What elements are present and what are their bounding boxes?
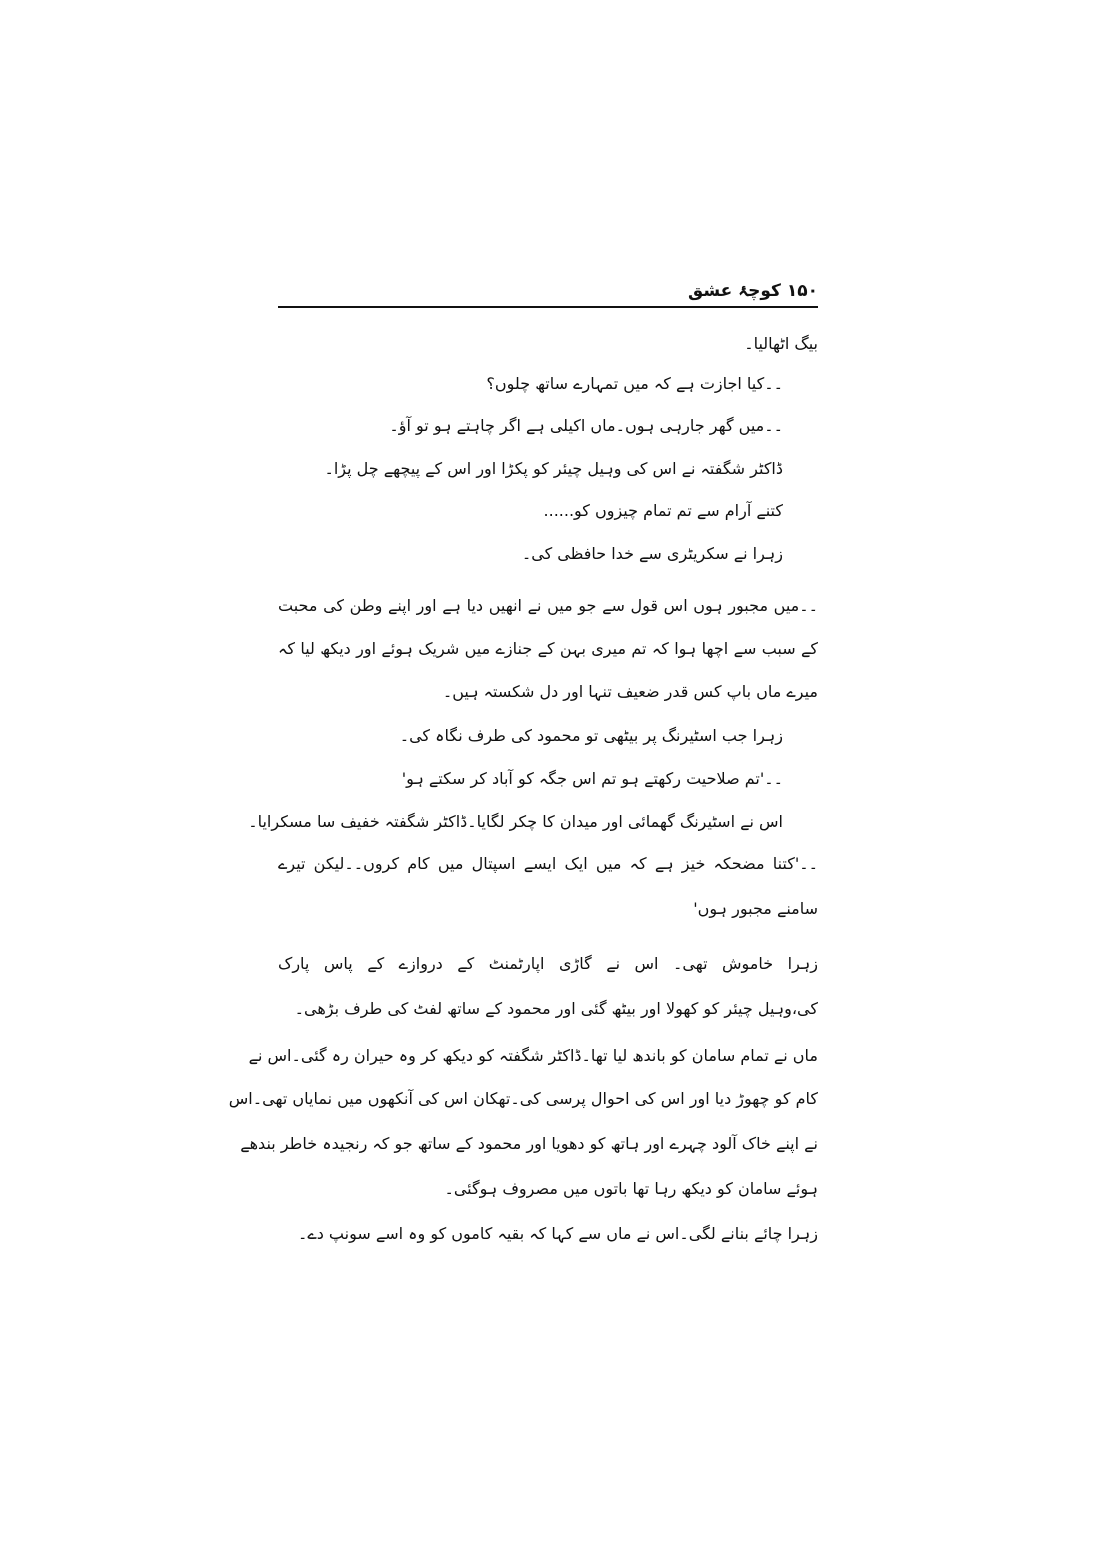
- text-line: ۔۔میں گھر جارہی ہوں۔ماں اکیلی ہے اگر چاہتے ہو تو آؤ۔: [389, 416, 783, 435]
- text-line: کام کو چھوڑ دیا اور اس کی احوال پرسی کی۔تھکان اس کی آنکھوں میں نمایاں تھی۔اس: [228, 1089, 818, 1108]
- text-line: نے اپنے خاک آلود چہرے اور ہاتھ کو دھویا اور محمود کے ساتھ جو کہ رنجیدہ خاطر بندھے: [240, 1134, 818, 1153]
- text-line: ۔۔'کتنا مضحکہ خیز ہے کہ میں ایک ایسے اسپتال میں کام کروں۔۔لیکن تیرے: [278, 854, 818, 873]
- text-line: سامنے مجبور ہوں': [693, 899, 818, 918]
- text-line: زہرا جب اسٹیرنگ پر بیٹھی تو محمود کی طرف نگاہ کی۔: [399, 726, 783, 745]
- text-line: کی،وہیل چیئر کو کھولا اور بیٹھ گئی اور محمود کے ساتھ لفٹ کی طرف بڑھی۔: [294, 999, 818, 1018]
- text-line: میرے ماں باپ کس قدر ضعیف تنہا اور دل شکستہ ہیں۔: [442, 682, 818, 701]
- text-line: زہرا خاموش تھی۔ اس نے گاڑی اپارٹمنٹ کے دروازے کے پاس پارک: [278, 954, 818, 973]
- text-line: زہرا چائے بنانے لگی۔اس نے ماں سے کہا کہ بقیہ کاموں کو وہ اسے سونپ دے۔: [297, 1224, 818, 1243]
- text-line: بیگ اٹھالیا۔: [744, 334, 818, 353]
- text-line: کتنے آرام سے تم تمام چیزوں کو......: [543, 501, 783, 520]
- text-line: زہرا نے سکریٹری سے خدا حافظی کی۔: [521, 544, 783, 563]
- running-header: [278, 280, 818, 308]
- text-line: ۔۔'تم صلاحیت رکھتے ہو تم اس جگہ کو آباد کر سکتے ہو': [401, 769, 783, 788]
- text-line: ۔۔میں مجبور ہوں اس قول سے جو میں نے انھیں دیا ہے اور اپنے وطن کی محبت: [278, 596, 818, 615]
- text-line: ہوئے سامان کو دیکھ رہا تھا باتوں میں مصروف ہوگئی۔: [444, 1179, 818, 1198]
- text-line: اس نے اسٹیرنگ گھمائی اور میدان کا چکر لگایا۔ڈاکٹر شگفتہ خفیف سا مسکرایا۔: [248, 812, 783, 831]
- header-divider: [278, 306, 818, 308]
- book-title: کوچۂ عشق: [688, 281, 781, 301]
- text-line: ۔۔کیا اجازت ہے کہ میں تمہارے ساتھ چلوں؟: [486, 374, 783, 393]
- text-line: ڈاکٹر شگفتہ نے اس کی وہیل چیئر کو پکڑا اور اس کے پیچھے چل پڑا۔: [324, 459, 783, 478]
- text-line: ماں نے تمام سامان کو باندھ لیا تھا۔ڈاکٹر شگفتہ کو دیکھ کر وہ حیران رہ گئی۔اس نے: [248, 1046, 818, 1065]
- text-line: کے سبب سے اچھا ہوا کہ تم میری بہن کے جنازے میں شریک ہوئے اور دیکھ لیا کہ: [278, 639, 818, 658]
- page-number: ۱۵۰: [786, 281, 818, 301]
